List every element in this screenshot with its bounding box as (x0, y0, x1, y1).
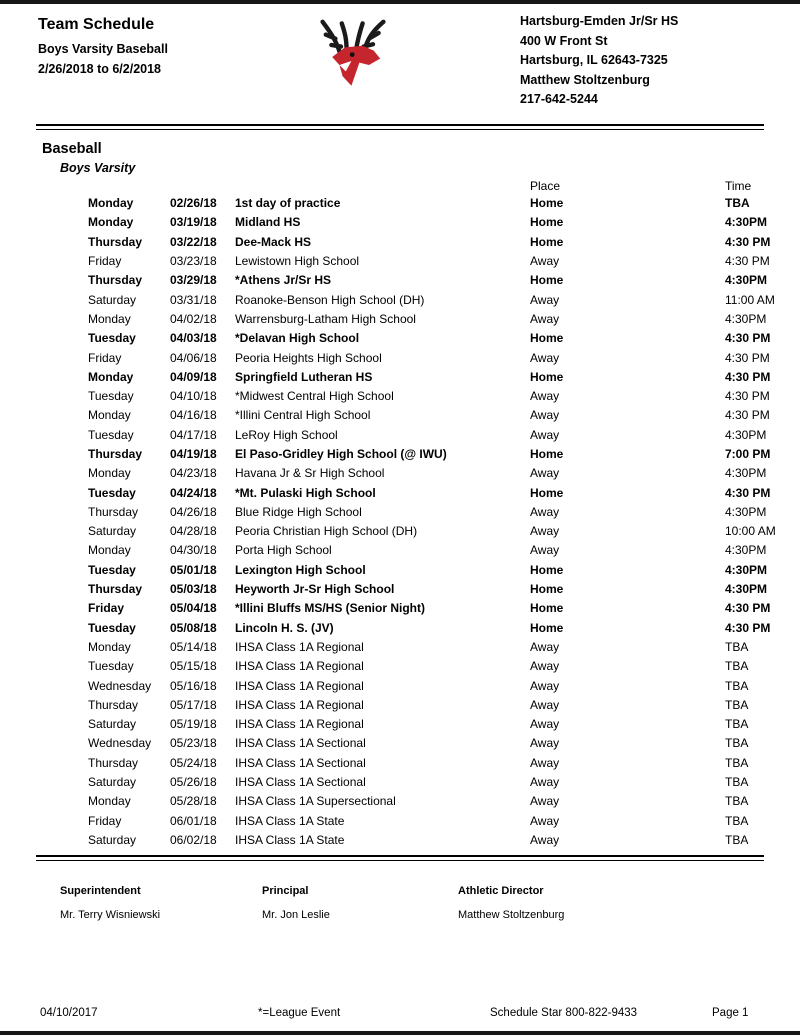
header-day-spacer (88, 179, 170, 194)
row-place: Away (530, 466, 560, 481)
row-time: 7:00 PM (725, 447, 771, 461)
column-header-time: Time (725, 179, 752, 193)
row-time: 4:30 PM (725, 350, 770, 365)
row-date: 04/03/18 (170, 331, 217, 346)
row-time: TBA (725, 775, 749, 790)
row-place: Home (530, 331, 564, 346)
footer-page-number: Page 1 (712, 1007, 749, 1019)
row-date: 04/10/18 (170, 389, 217, 404)
row-time: 4:30 PM (725, 331, 771, 346)
row-place: Away (530, 254, 560, 269)
row-place: Away (530, 755, 560, 770)
row-place: Away (530, 543, 560, 558)
table-row (88, 657, 787, 676)
row-place: Away (530, 832, 560, 847)
row-time: TBA (725, 639, 749, 654)
contact-phone: 217-642-5244 (520, 92, 598, 106)
table-row (88, 232, 787, 251)
row-event: IHSA Class 1A State (235, 813, 345, 828)
row-event: Heyworth Jr-Sr High School (235, 582, 395, 597)
table-row (88, 599, 787, 618)
row-day: Tuesday (88, 427, 134, 442)
row-place: Away (530, 350, 560, 365)
row-time: TBA (725, 678, 749, 693)
row-event: IHSA Class 1A Supersectional (235, 794, 396, 809)
table-row (88, 309, 787, 328)
schedule-title-block (38, 12, 258, 79)
row-event: Lewistown High School (235, 254, 360, 269)
row-date: 06/01/18 (170, 813, 217, 828)
row-place: Away (530, 659, 560, 674)
official-principal (262, 885, 458, 921)
table-row (88, 213, 787, 232)
row-date: 05/19/18 (170, 717, 217, 732)
row-event: Springfield Lutheran HS (235, 369, 373, 384)
table-row (88, 271, 787, 290)
row-day: Monday (88, 196, 134, 211)
row-date: 05/15/18 (170, 659, 217, 674)
row-event: IHSA Class 1A Regional (235, 659, 364, 674)
row-place: Home (530, 447, 564, 461)
row-day: Friday (88, 601, 125, 616)
row-event: Lincoln H. S. (JV) (235, 620, 334, 635)
row-place: Away (530, 794, 560, 809)
row-time: 4:30 PM (725, 620, 771, 635)
row-event: IHSA Class 1A Regional (235, 717, 364, 732)
row-time: 4:30PM (725, 562, 768, 577)
row-event: IHSA Class 1A Sectional (235, 755, 366, 770)
table-row (88, 464, 787, 483)
table-row (88, 386, 787, 405)
schedule-date-range: 2/26/2018 to 6/2/2018 (38, 62, 162, 76)
row-time: 4:30 PM (725, 485, 771, 500)
row-time: 4:30 PM (725, 254, 770, 269)
row-place: Home (530, 601, 564, 616)
row-event: *Midwest Central High School (235, 389, 394, 404)
row-event: IHSA Class 1A Regional (235, 639, 364, 654)
school-address-city: Hartsburg, IL 62643-7325 (520, 53, 668, 67)
officials-section (60, 885, 800, 921)
official-name: Mr. Jon Leslie (262, 908, 330, 921)
table-row (88, 541, 787, 560)
official-title: Athletic Director (458, 884, 544, 897)
row-place: Home (530, 620, 564, 635)
row-day: Thursday (88, 234, 143, 249)
page-footer (40, 1007, 764, 1019)
row-date: 04/02/18 (170, 311, 217, 326)
row-day: Monday (88, 639, 131, 654)
row-date: 04/09/18 (170, 369, 217, 384)
school-info-block (448, 12, 766, 110)
row-day: Thursday (88, 582, 143, 597)
row-time: 11:00 AM (725, 292, 775, 307)
row-day: Friday (88, 350, 122, 365)
official-name: Mr. Terry Wisniewski (60, 908, 161, 921)
table-row (88, 830, 787, 849)
footer-print-date: 04/10/2017 (40, 1007, 98, 1019)
row-date: 03/22/18 (170, 234, 217, 249)
row-time: 4:30PM (725, 215, 768, 230)
row-place: Home (530, 562, 564, 577)
table-row (88, 695, 787, 714)
row-day: Thursday (88, 447, 143, 461)
row-date: 04/17/18 (170, 427, 217, 442)
row-day: Monday (88, 311, 131, 326)
table-row (88, 715, 787, 734)
row-event: Peoria Heights High School (235, 350, 382, 365)
row-date: 03/31/18 (170, 292, 217, 307)
row-day: Friday (88, 813, 122, 828)
table-row (88, 753, 787, 772)
table-row (88, 425, 787, 444)
header-event-spacer (235, 179, 530, 194)
schedule-table (88, 179, 787, 850)
stag-eye (350, 52, 355, 57)
row-day: Saturday (88, 292, 137, 307)
row-event: Midland HS (235, 215, 301, 230)
row-time: 4:30PM (725, 582, 768, 597)
row-date: 04/16/18 (170, 408, 217, 423)
row-day: Monday (88, 369, 134, 384)
row-date: 04/19/18 (170, 447, 217, 461)
school-name: Hartsburg-Emden Jr/Sr HS (520, 14, 679, 28)
row-event: *Mt. Pulaski High School (235, 485, 376, 500)
page-top-border (0, 0, 800, 4)
row-date: 05/24/18 (170, 755, 217, 770)
row-event: Warrensburg-Latham High School (235, 311, 416, 326)
row-time: 4:30 PM (725, 234, 771, 249)
row-date: 04/06/18 (170, 350, 217, 365)
row-date: 05/28/18 (170, 794, 217, 809)
row-place: Home (530, 485, 564, 500)
row-event: 1st day of practice (235, 196, 341, 211)
table-row (88, 637, 787, 656)
row-date: 03/23/18 (170, 254, 217, 269)
row-date: 03/29/18 (170, 273, 217, 288)
row-place: Away (530, 736, 560, 751)
page-title: Team Schedule (38, 16, 155, 33)
row-time: 4:30PM (725, 311, 767, 326)
school-logo (258, 12, 448, 94)
row-day: Thursday (88, 273, 143, 288)
stag-face-shape (332, 46, 380, 86)
row-place: Home (530, 196, 564, 211)
page-bottom-border (0, 1031, 800, 1035)
row-event: IHSA Class 1A State (235, 832, 345, 847)
table-row (88, 406, 787, 425)
row-time: 10:00 AM (725, 524, 776, 539)
row-time: TBA (725, 659, 749, 674)
row-date: 05/26/18 (170, 775, 217, 790)
level-title: Boys Varsity (60, 160, 136, 175)
table-row (88, 579, 787, 598)
row-time: 4:30 PM (725, 369, 771, 384)
table-row (88, 367, 787, 386)
row-place: Away (530, 697, 560, 712)
row-time: TBA (725, 717, 749, 732)
contact-name: Matthew Stoltzenburg (520, 72, 650, 87)
row-date: 05/23/18 (170, 736, 217, 751)
row-event: Roanoke-Benson High School (DH) (235, 292, 425, 307)
row-date: 04/28/18 (170, 524, 217, 539)
row-day: Thursday (88, 697, 139, 712)
table-row (88, 772, 787, 791)
row-event: IHSA Class 1A Regional (235, 678, 364, 693)
row-time: 4:30PM (725, 504, 767, 519)
row-place: Home (530, 582, 564, 597)
row-event: LeRoy High School (235, 427, 338, 442)
row-place: Away (530, 504, 560, 519)
row-event: IHSA Class 1A Regional (235, 697, 364, 712)
row-time: TBA (725, 196, 750, 211)
row-time: 4:30PM (725, 427, 767, 442)
table-row (88, 618, 787, 637)
row-day: Tuesday (88, 562, 136, 577)
row-day: Tuesday (88, 485, 136, 500)
row-place: Away (530, 813, 560, 828)
row-date: 05/03/18 (170, 582, 217, 597)
sport-title: Baseball (42, 140, 102, 157)
row-day: Tuesday (88, 659, 134, 674)
row-date: 03/19/18 (170, 215, 217, 230)
row-place: Away (530, 717, 560, 732)
row-date: 04/24/18 (170, 485, 217, 500)
row-day: Saturday (88, 524, 137, 539)
row-time: TBA (725, 697, 749, 712)
row-day: Monday (88, 543, 131, 558)
table-row (88, 811, 787, 830)
row-event: Blue Ridge High School (235, 504, 362, 519)
row-day: Monday (88, 215, 134, 230)
row-time: 4:30 PM (725, 408, 770, 423)
official-name: Matthew Stoltzenburg (458, 908, 565, 921)
row-day: Monday (88, 408, 131, 423)
row-event: Dee-Mack HS (235, 234, 312, 249)
row-event: Lexington High School (235, 562, 366, 577)
row-event: Peoria Christian High School (DH) (235, 524, 418, 539)
table-row (88, 560, 787, 579)
row-day: Monday (88, 466, 131, 481)
table-row (88, 502, 787, 521)
row-event: *Delavan High School (235, 331, 360, 346)
row-event: El Paso-Gridley High School (@ IWU) (235, 447, 447, 461)
row-time: TBA (725, 832, 749, 847)
row-day: Tuesday (88, 389, 134, 404)
column-header-place: Place (530, 179, 561, 193)
row-date: 05/14/18 (170, 639, 217, 654)
row-date: 04/26/18 (170, 504, 217, 519)
table-row (88, 290, 787, 309)
row-place: Away (530, 292, 560, 307)
row-place: Away (530, 389, 560, 404)
row-time: 4:30PM (725, 466, 767, 481)
row-date: 05/04/18 (170, 601, 217, 616)
row-day: Thursday (88, 504, 139, 519)
row-time: TBA (725, 755, 749, 770)
row-event: Porta High School (235, 543, 332, 558)
table-header-row (88, 179, 787, 194)
table-bottom-divider (36, 855, 764, 861)
row-date: 05/01/18 (170, 562, 217, 577)
official-title: Principal (262, 884, 309, 897)
row-event: IHSA Class 1A Sectional (235, 775, 366, 790)
row-date: 02/26/18 (170, 196, 217, 211)
row-day: Thursday (88, 755, 139, 770)
table-row (88, 444, 787, 463)
table-row (88, 792, 787, 811)
sport-section-header (0, 130, 800, 175)
row-place: Away (530, 311, 560, 326)
row-day: Wednesday (88, 736, 152, 751)
row-event: Havana Jr & Sr High School (235, 466, 385, 481)
row-day: Saturday (88, 717, 137, 732)
header-date-spacer (170, 179, 235, 194)
row-time: TBA (725, 794, 749, 809)
row-day: Tuesday (88, 331, 136, 346)
table-row (88, 194, 787, 213)
row-date: 05/08/18 (170, 620, 217, 635)
row-place: Home (530, 234, 564, 249)
school-address-street: 400 W Front St (520, 33, 608, 48)
row-date: 06/02/18 (170, 832, 217, 847)
row-time: 4:30 PM (725, 601, 771, 616)
row-day: Wednesday (88, 678, 152, 693)
table-row (88, 483, 787, 502)
row-time: 4:30PM (725, 273, 768, 288)
row-place: Home (530, 369, 564, 384)
row-date: 05/16/18 (170, 678, 217, 693)
row-day: Tuesday (88, 620, 136, 635)
row-event: *Illini Central High School (235, 408, 371, 423)
table-row (88, 329, 787, 348)
page-header (0, 0, 800, 110)
row-time: 4:30 PM (725, 389, 770, 404)
row-place: Away (530, 678, 560, 693)
row-place: Away (530, 427, 560, 442)
table-row (88, 348, 787, 367)
row-date: 05/17/18 (170, 697, 217, 712)
row-time: TBA (725, 813, 749, 828)
table-row (88, 522, 787, 541)
row-place: Away (530, 408, 560, 423)
row-event: IHSA Class 1A Sectional (235, 736, 366, 751)
official-athletic-director (458, 885, 800, 921)
official-superintendent (60, 885, 262, 921)
row-day: Monday (88, 794, 131, 809)
row-time: TBA (725, 736, 749, 751)
table-row (88, 734, 787, 753)
table-row (88, 676, 787, 695)
table-row (88, 251, 787, 270)
schedule-body (88, 179, 787, 850)
row-place: Away (530, 524, 560, 539)
footer-vendor: Schedule Star 800-822-9433 (490, 1007, 638, 1019)
row-time: 4:30PM (725, 543, 767, 558)
row-day: Friday (88, 254, 122, 269)
row-day: Saturday (88, 832, 137, 847)
row-date: 04/23/18 (170, 466, 217, 481)
row-event: *Athens Jr/Sr HS (235, 273, 332, 288)
row-place: Away (530, 639, 560, 654)
row-place: Home (530, 273, 564, 288)
stag-head-icon (305, 12, 401, 94)
row-date: 04/30/18 (170, 543, 217, 558)
row-place: Home (530, 215, 564, 230)
row-day: Saturday (88, 775, 137, 790)
team-name: Boys Varsity Baseball (38, 42, 168, 56)
row-place: Away (530, 775, 560, 790)
official-title: Superintendent (60, 884, 141, 897)
row-event: *Illini Bluffs MS/HS (Senior Night) (235, 601, 425, 616)
footer-legend: *=League Event (258, 1007, 341, 1019)
